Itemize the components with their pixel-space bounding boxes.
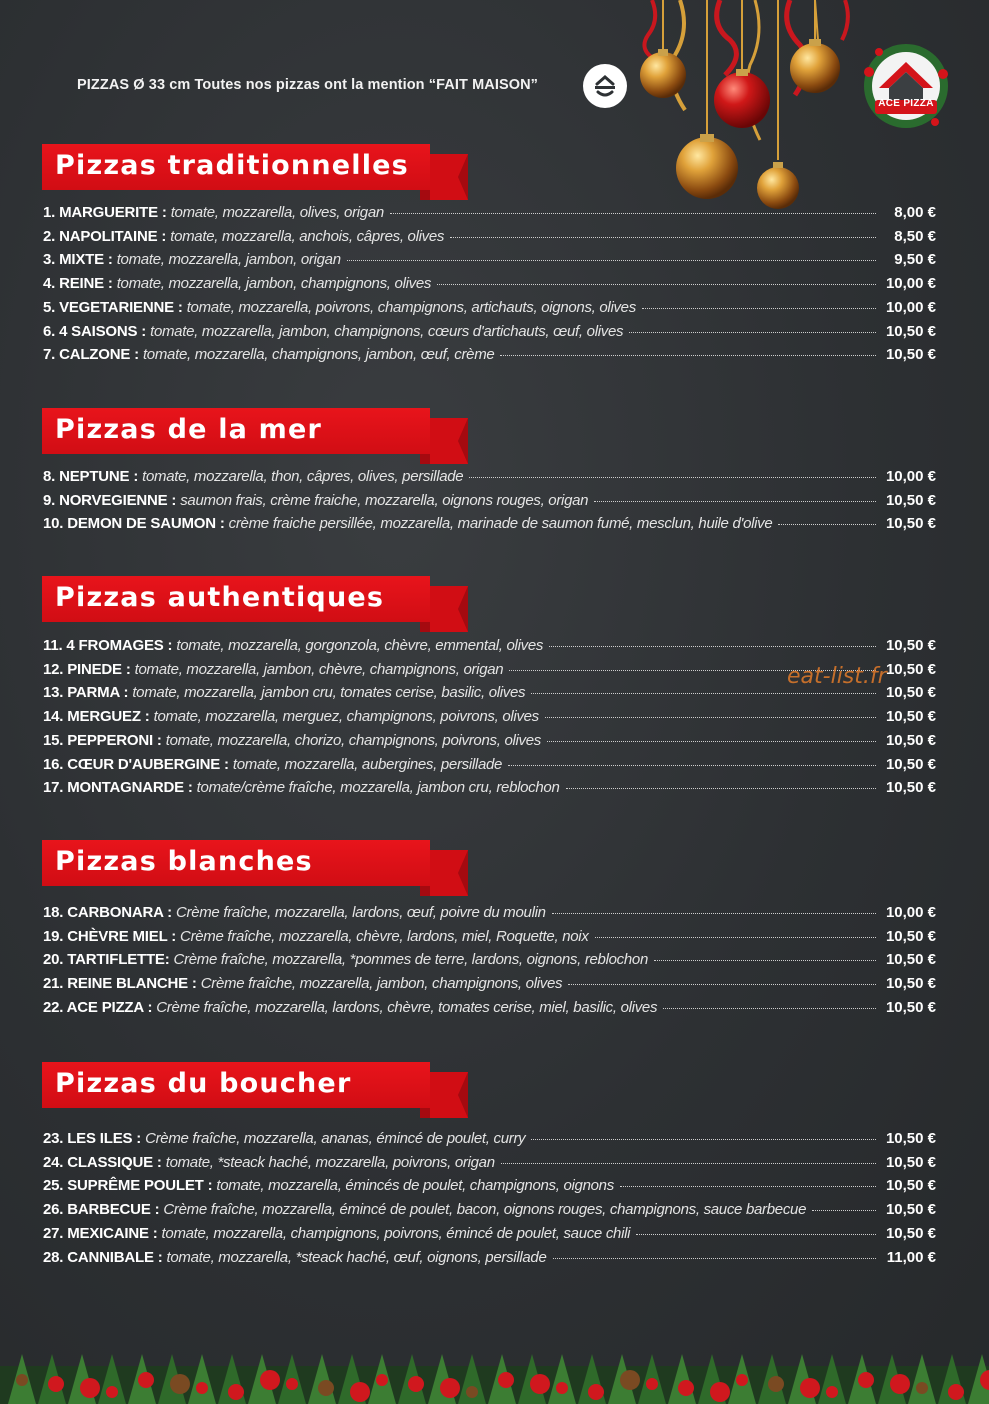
item-name: 19. CHÈVRE MIEL :: [43, 927, 177, 945]
menu-item: [43, 708, 936, 730]
item-description: Crème fraîche, mozzarella, jambon, champignons, olives: [200, 975, 563, 993]
dot-leader: [642, 308, 876, 309]
item-description: crème fraiche persillée, mozzarella, marinade de saumon fumé, mesclun, huile d'olive: [228, 515, 773, 533]
item-name: 24. CLASSIQUE :: [43, 1153, 162, 1171]
item-price: 10,50 €: [885, 684, 936, 702]
item-price: 10,50 €: [885, 708, 936, 726]
item-price: 10,50 €: [885, 779, 936, 797]
item-price: 10,50 €: [885, 637, 936, 654]
item-price: 10,50 €: [885, 322, 936, 340]
item-name: 23. LES ILES :: [43, 1130, 142, 1147]
item-description: tomate, mozzarella, champignons, jambon, œuf, crème: [142, 346, 495, 364]
dot-leader: [654, 960, 876, 961]
dot-leader: [390, 213, 876, 214]
item-name: 14. MERGUEZ :: [43, 708, 150, 726]
item-price: 10,50 €: [885, 346, 936, 364]
item-name: 20. TARTIFLETTE:: [43, 951, 170, 969]
item-description: tomate, mozzarella, jambon cru, tomates cerise, basilic, olives: [132, 684, 526, 702]
section-title: Pizzas du boucher: [55, 1068, 352, 1099]
item-description: tomate, mozzarella, jambon, origan: [116, 251, 341, 269]
item-name: 27. MEXICAINE :: [43, 1224, 158, 1242]
item-name: 3. MIXTE :: [43, 251, 113, 269]
item-description: tomate, mozzarella, gorgonzola, chèvre, emmental, olives: [176, 637, 544, 654]
item-name: 8. NEPTUNE :: [43, 468, 139, 485]
menu-item: [43, 275, 936, 297]
menu-item: [43, 1201, 936, 1223]
item-description: saumon frais, crème fraiche, mozzarella, oignons rouges, origan: [180, 491, 589, 509]
fait-maison-icon: [583, 64, 627, 108]
item-price: 10,50 €: [885, 1130, 936, 1147]
item-name: 4. REINE :: [43, 275, 113, 293]
item-name: 21. REINE BLANCHE :: [43, 975, 197, 993]
item-price: 10,50 €: [885, 660, 936, 678]
menu-item: [43, 951, 936, 973]
item-price: 11,00 €: [886, 1248, 936, 1266]
menu-item: [43, 515, 936, 537]
section-title: Pizzas authentiques: [55, 582, 385, 613]
menu-item: [43, 756, 936, 778]
dot-leader: [568, 984, 876, 985]
dot-leader: [595, 937, 876, 938]
item-description: Crème fraîche, mozzarella, chèvre, lardons, miel, Roquette, noix: [180, 927, 589, 945]
item-name: 25. SUPRÊME POULET :: [43, 1177, 213, 1195]
item-price: 10,50 €: [885, 975, 936, 993]
item-description: tomate, mozzarella, chorizo, champignons, poivrons, olives: [165, 731, 542, 749]
menu-item: [43, 637, 936, 659]
item-price: 10,50 €: [885, 731, 936, 749]
item-description: tomate, mozzarella, anchois, câpres, olives: [170, 227, 445, 245]
dot-leader: [778, 524, 876, 525]
dot-leader: [501, 1163, 876, 1164]
dot-leader: [636, 1234, 876, 1235]
item-name: 28. CANNIBALE :: [43, 1248, 163, 1266]
menu-item: [43, 904, 936, 926]
logo-text: ACE PIZZA: [878, 98, 934, 109]
section-title: Pizzas blanches: [55, 846, 313, 877]
item-name: 15. PEPPERONI :: [43, 731, 162, 749]
dot-leader: [566, 788, 876, 789]
item-price: 10,50 €: [885, 1177, 936, 1195]
item-description: tomate, mozzarella, jambon, champignons, olives: [116, 275, 432, 293]
menu-item: [43, 204, 936, 226]
menu-header-text: PIZZAS Ø 33 cm Toutes nos pizzas ont la mention “FAIT MAISON”: [77, 77, 539, 93]
item-price: 10,50 €: [885, 515, 936, 533]
watermark: eat-list.fr: [787, 664, 887, 689]
item-price: 10,00 €: [885, 275, 936, 293]
menu-item: [43, 1154, 936, 1176]
dot-leader: [508, 765, 876, 766]
dot-leader: [545, 717, 876, 718]
menu-item: [43, 299, 936, 321]
item-description: tomate, mozzarella, thon, câpres, olives, persillade: [142, 468, 464, 485]
item-description: Crème fraîche, mozzarella, émincé de poulet, bacon, oignons rouges, champignons, sauce barbecue: [163, 1201, 807, 1219]
item-name: 7. CALZONE :: [43, 346, 139, 364]
dot-leader: [547, 741, 876, 742]
dot-leader: [594, 501, 876, 502]
item-name: 18. CARBONARA :: [43, 904, 172, 921]
item-price: 10,00 €: [885, 298, 936, 316]
menu-item: [43, 1225, 936, 1247]
menu-item: [43, 1177, 936, 1199]
item-description: tomate, mozzarella, jambon, champignons, cœurs d'artichauts, œuf, olives: [150, 322, 624, 340]
section-title: Pizzas de la mer: [55, 414, 323, 445]
section-title: Pizzas traditionnelles: [55, 150, 409, 181]
item-price: 9,50 €: [894, 251, 936, 269]
item-name: 10. DEMON DE SAUMON :: [43, 515, 225, 533]
item-description: Crème fraîche, mozzarella, ananas, émincé de poulet, curry: [145, 1130, 526, 1147]
menu-item: [43, 928, 936, 950]
item-name: 5. VEGETARIENNE :: [43, 298, 183, 316]
item-description: tomate, mozzarella, jambon, chèvre, champignons, origan: [134, 660, 504, 678]
menu-item: [43, 732, 936, 754]
dot-leader: [500, 355, 876, 356]
dot-leader: [620, 1186, 876, 1187]
dot-leader: [629, 332, 876, 333]
item-description: tomate/crème fraîche, mozzarella, jambon cru, reblochon: [196, 779, 560, 797]
dot-leader: [347, 260, 876, 261]
item-price: 10,50 €: [885, 998, 936, 1016]
item-name: 13. PARMA :: [43, 684, 129, 702]
dot-leader: [531, 1139, 876, 1140]
dot-leader: [531, 693, 876, 694]
item-description: tomate, mozzarella, *steack haché, œuf, oignons, persillade: [166, 1248, 547, 1266]
item-name: 9. NORVEGIENNE :: [43, 491, 177, 509]
item-price: 10,50 €: [885, 755, 936, 773]
item-description: tomate, mozzarella, merguez, champignons, poivrons, olives: [153, 708, 539, 726]
item-price: 10,50 €: [885, 951, 936, 969]
item-price: 10,50 €: [885, 1201, 936, 1219]
item-description: tomate, mozzarella, émincés de poulet, champignons, oignons: [216, 1177, 614, 1195]
menu-item: [43, 779, 936, 801]
item-name: 6. 4 SAISONS :: [43, 322, 147, 340]
item-price: 10,50 €: [885, 927, 936, 945]
dot-leader: [549, 646, 876, 647]
menu-item: [43, 1130, 936, 1152]
menu-item: [43, 251, 936, 273]
item-price: 8,50 €: [894, 227, 936, 245]
item-description: tomate, mozzarella, olives, origan: [170, 204, 384, 221]
item-name: 22. ACE PIZZA :: [43, 998, 153, 1016]
item-price: 10,50 €: [885, 491, 936, 509]
item-description: tomate, mozzarella, champignons, poivrons, émincé de poulet, sauce chili: [161, 1224, 631, 1242]
dot-leader: [450, 237, 876, 238]
item-description: tomate, *steack haché, mozzarella, poivrons, origan: [165, 1153, 495, 1171]
menu-item: [43, 468, 936, 490]
ace-pizza-logo: [859, 42, 953, 130]
item-description: Crème fraîche, mozzarella, *pommes de terre, lardons, oignons, reblochon: [173, 951, 649, 969]
item-price: 8,00 €: [894, 204, 936, 221]
dot-leader: [663, 1008, 876, 1009]
item-description: tomate, mozzarella, poivrons, champignons, artichauts, oignons, olives: [186, 298, 636, 316]
item-name: 17. MONTAGNARDE :: [43, 779, 193, 797]
dot-leader: [552, 913, 876, 914]
item-name: 2. NAPOLITAINE :: [43, 227, 167, 245]
item-description: tomate, mozzarella, aubergines, persillade: [232, 755, 503, 773]
dot-leader: [812, 1210, 876, 1211]
item-name: 26. BARBECUE :: [43, 1201, 160, 1219]
menu-item: [43, 228, 936, 250]
menu-item: [43, 323, 936, 345]
christmas-garland-icon: [0, 1336, 989, 1404]
menu-item: [43, 346, 936, 368]
item-price: 10,50 €: [885, 1224, 936, 1242]
item-description: Crème fraîche, mozzarella, lardons, œuf, poivre du moulin: [175, 904, 546, 921]
item-name: 16. CŒUR D'AUBERGINE :: [43, 755, 229, 773]
dot-leader: [437, 284, 876, 285]
dot-leader: [469, 477, 876, 478]
menu-item: [43, 1249, 936, 1271]
menu-item: [43, 975, 936, 997]
item-price: 10,00 €: [885, 904, 936, 921]
item-price: 10,50 €: [885, 1153, 936, 1171]
dot-leader: [553, 1258, 876, 1259]
item-description: Crème fraîche, mozzarella, lardons, chèvre, tomates cerise, miel, basilic, olives: [156, 998, 658, 1016]
item-name: 11. 4 FROMAGES :: [43, 637, 173, 654]
item-name: 1. MARGUERITE :: [43, 204, 167, 221]
item-name: 12. PINEDE :: [43, 660, 131, 678]
menu-item: [43, 999, 936, 1021]
menu-item: [43, 492, 936, 514]
christmas-ornaments-icon: [630, 0, 860, 215]
item-price: 10,00 €: [885, 468, 936, 485]
